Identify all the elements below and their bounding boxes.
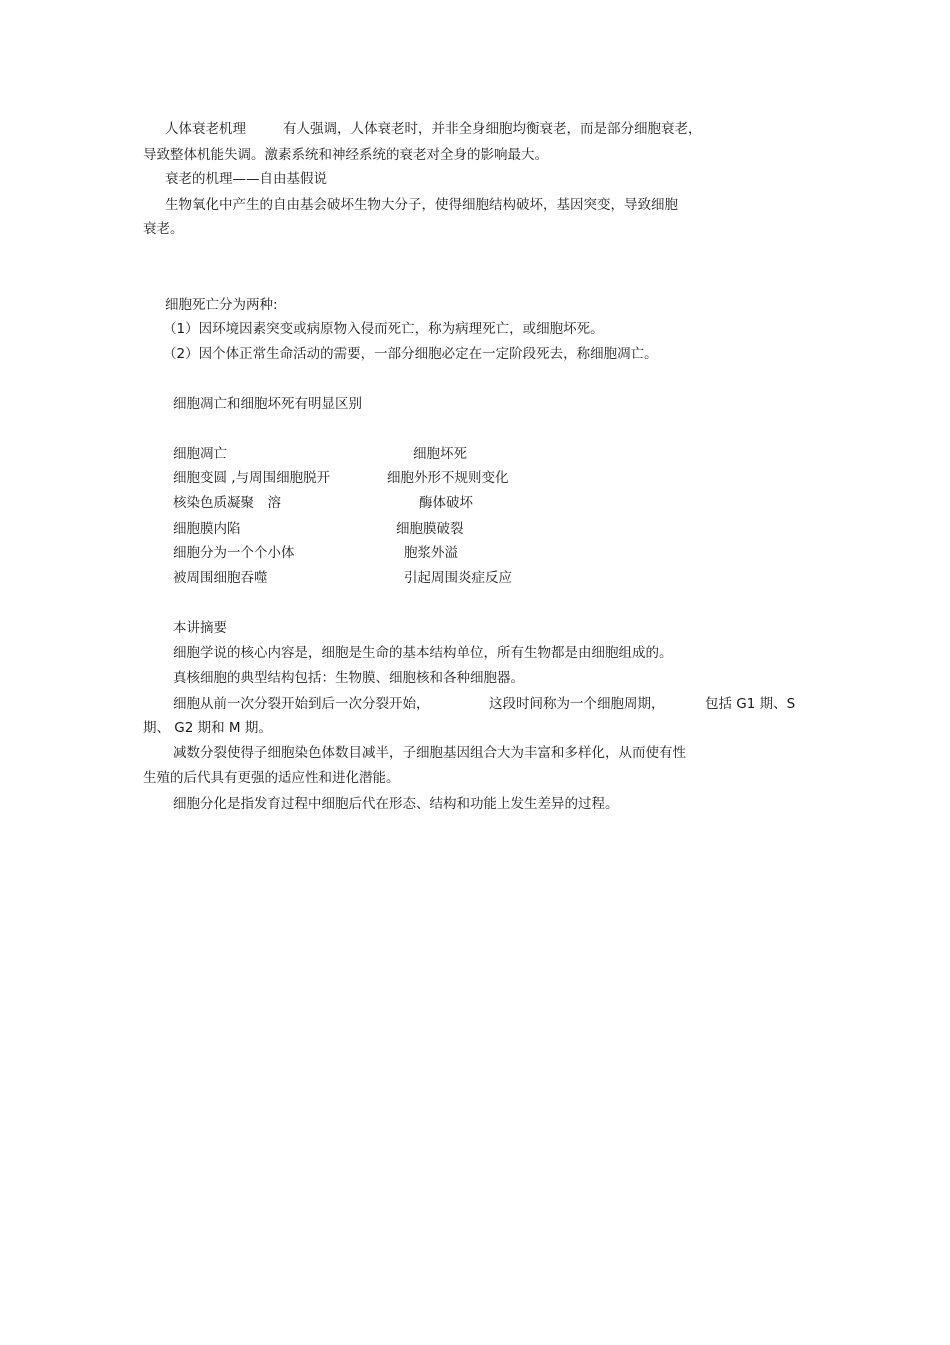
summary-item: 细胞从前一次分裂开始到后一次分裂开始， — [173, 696, 430, 712]
difference-title: 细胞凋亡和细胞坏死有明显区别 — [173, 396, 362, 412]
summary-item: 包括 G1 期、S — [705, 696, 796, 712]
free-radical-paragraph-line: 生物氧化中产生的自由基会破坏生物大分子，使得细胞结构破坏，基因突变，导致细胞 — [165, 197, 678, 213]
summary-item: 生殖的后代具有更强的适应性和进化潜能。 — [143, 770, 400, 786]
free-radical-subtitle: 衰老的机理——自由基假说 — [165, 171, 327, 187]
table-cell-apoptosis: 细胞变圆 ,与周围细胞脱开 — [173, 470, 331, 486]
aging-heading: 人体衰老机理 — [165, 121, 246, 137]
summary-item: 细胞分化是指发育过程中细胞后代在形态、结构和功能上发生差异的过程。 — [173, 796, 619, 812]
table-cell-necrosis: 胞浆外溢 — [404, 545, 458, 561]
aging-paragraph-line: 导致整体机能失调。激素系统和神经系统的衰老对全身的影响最大。 — [143, 147, 548, 163]
summary-title: 本讲摘要 — [173, 620, 227, 636]
table-header-necrosis: 细胞坏死 — [413, 446, 467, 462]
table-cell-apoptosis: 被周围细胞吞噬 — [173, 570, 268, 586]
cell-death-item-1: （1）因环境因素突变或病原物入侵而死亡，称为病理死亡，或细胞坏死。 — [163, 321, 604, 337]
table-cell-necrosis: 酶体破坏 — [419, 495, 473, 511]
table-header-apoptosis: 细胞凋亡 — [173, 446, 227, 462]
summary-item: 期、 G2 期和 M 期。 — [143, 720, 272, 736]
summary-item: 真核细胞的典型结构包括：生物膜、细胞核和各种细胞器。 — [173, 670, 524, 686]
summary-item: 减数分裂使得子细胞染色体数目减半，子细胞基因组合大为丰富和多样化，从而使有性 — [173, 745, 686, 761]
table-cell-necrosis: 细胞膜破裂 — [396, 521, 464, 537]
table-cell-necrosis: 引起周围炎症反应 — [404, 570, 512, 586]
table-cell-necrosis: 细胞外形不规则变化 — [387, 470, 509, 486]
free-radical-paragraph-line: 衰老。 — [143, 221, 184, 237]
aging-paragraph-line: 有人强调，人体衰老时，并非全身细胞均衡衰老，而是部分细胞衰老， — [283, 121, 702, 137]
summary-item: 这段时间称为一个细胞周期， — [489, 696, 665, 712]
cell-death-intro: 细胞死亡分为两种: — [165, 297, 278, 313]
table-cell-apoptosis: 细胞分为一个个小体 — [173, 545, 295, 561]
cell-death-item-2: （2）因个体正常生命活动的需要，一部分细胞必定在一定阶段死去，称细胞凋亡。 — [163, 346, 658, 362]
table-cell-apoptosis: 核染色质凝聚 溶 — [173, 495, 281, 511]
table-cell-apoptosis: 细胞膜内陷 — [173, 521, 241, 537]
summary-item: 细胞学说的核心内容是，细胞是生命的基本结构单位，所有生物都是由细胞组成的。 — [173, 645, 673, 661]
